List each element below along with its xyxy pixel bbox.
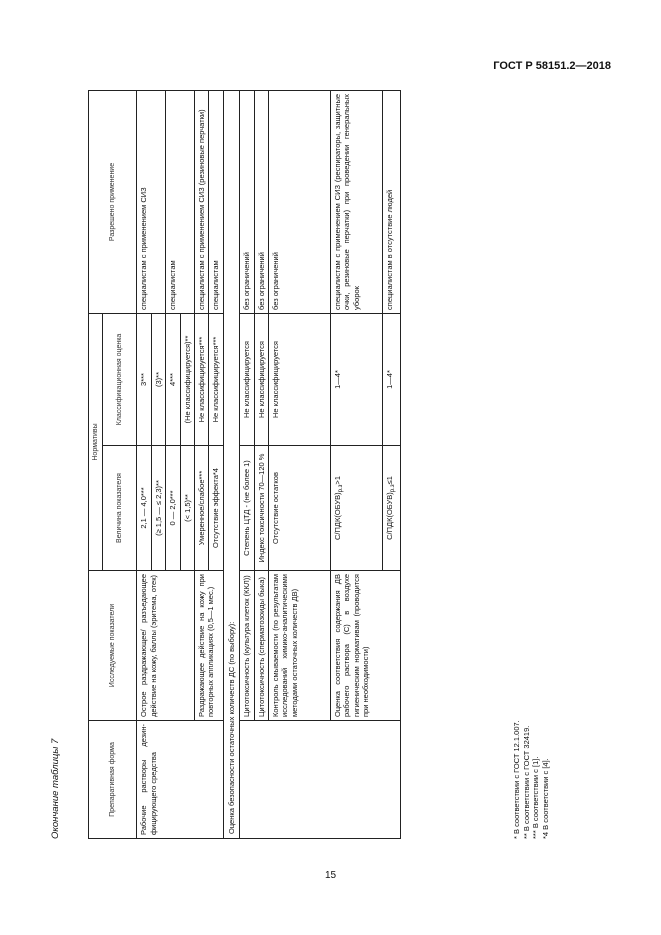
col-header-form: Препаративная форма (89, 721, 137, 839)
value-text: >1 (333, 476, 343, 485)
value-text: С/ПДК(ОБУВ) (385, 492, 395, 540)
permitted-cell: без ограничений (240, 90, 254, 313)
col-header-indicators: Исследуемые показатели (89, 571, 137, 721)
permitted-cell: специалистам с применением СИЗ (респираторы, защитные очки, резиновые перчатки) при проведении генеральных уборок (331, 90, 383, 313)
footnote: *** В соответствии с [1]. (531, 756, 540, 839)
footnotes (512, 720, 550, 839)
class-cell: 3*** (137, 313, 151, 445)
value-text: С/ПДК(ОБУВ) (333, 492, 343, 541)
value-cell: (< 1,5)** (180, 446, 194, 571)
col-header-class: Классификационная оценка (103, 313, 137, 445)
class-cell: 1—4* (383, 313, 401, 445)
class-cell: 4*** (166, 313, 180, 445)
value-cell: Индекс токсичности 70—120 % (254, 446, 268, 571)
indicator-cell: Раздражающее действие на кожу при повторных аппликациях (0,5—1 мес.) (195, 571, 224, 721)
class-cell: Не классифицируется (269, 313, 331, 445)
norms-table (88, 90, 401, 839)
col-header-value: Величина показателя (103, 446, 137, 571)
permitted-cell: специалистам с применением СИЗ (137, 90, 166, 313)
form-cell-empty (240, 721, 401, 839)
rotated-table-block (51, 91, 589, 839)
document-header: ГОСТ Р 58151.2—2018 (493, 60, 611, 72)
value-cell: Отсутствие эффекта*4 (209, 446, 223, 571)
value-cell (331, 446, 383, 571)
permitted-cell: специалистам (166, 90, 195, 313)
footnote: ** В соответствии с ГОСТ 32419. (521, 725, 531, 839)
class-cell: Не классифицируется*** (209, 313, 223, 445)
col-header-normatives: Нормативы (89, 313, 103, 570)
indicator-cell: Оценка соответствия содержания ДВ рабочего раствора (С) в воздухе гигиеническим нормативам (проводится при необходимости) (331, 571, 401, 721)
permitted-cell: специалистам (209, 90, 223, 313)
table-row (137, 90, 151, 838)
table-caption: Окончание таблицы 7 (50, 738, 61, 839)
value-subscript: р.з (338, 484, 345, 493)
table-row (223, 90, 239, 838)
class-cell: 1—4* (331, 313, 383, 445)
permitted-cell: без ограничений (269, 90, 331, 313)
page-number: 15 (324, 870, 337, 881)
value-cell: 2,1 — 4,0*** (137, 446, 151, 571)
value-cell (383, 446, 401, 571)
form-cell: Рабочие растворы дезинфицирующего средства (137, 721, 223, 839)
footnote: *4 В соответствии с [4]. (540, 758, 550, 839)
indicator-cell: Острое раздражающее/ разъедающее действие на кожу, баллы (эритема, отек) (137, 571, 195, 721)
col-header-permitted: Разрешено применение (89, 90, 137, 313)
value-cell: Умеренное/слабое*** (195, 446, 209, 571)
value-cell: 0 — 2,0*** (166, 446, 180, 571)
safety-span-row: Оценка безопасности остаточных количеств ДС (по выбору): (223, 90, 239, 838)
footnote: * В соответствии с ГОСТ 12.1.007. (512, 720, 521, 839)
class-cell: Не классифицируется (240, 313, 254, 445)
table-header-row (89, 90, 103, 838)
value-subscript: р.з (390, 484, 397, 493)
class-cell: Не классифицируется*** (195, 313, 209, 445)
table-row (240, 90, 254, 838)
value-text: ≤1 (385, 476, 395, 485)
class-cell: Не классифицируется (254, 313, 268, 445)
value-cell: Отсутствие остатков (269, 446, 331, 571)
indicator-cell: Цитотоксичность (сперматозоиды быка) (254, 571, 268, 721)
permitted-cell: специалистам с применением СИЗ (резиновые перчатки) (195, 90, 209, 313)
indicator-cell: Контроль смываемости (по результатам исследований химико-аналитическими методами остаточных количеств ДВ) (269, 571, 331, 721)
indicator-cell: Цитотоксичность (культура клеток (ККЛ)) (240, 571, 254, 721)
permitted-cell: специалистам в отсутствие людей (383, 90, 401, 313)
value-cell: Степень ЦТД - (не более 1) (240, 446, 254, 571)
class-cell: (3)** (151, 313, 165, 445)
class-cell: (Не классифицируется)** (180, 313, 194, 445)
permitted-cell: без ограничений (254, 90, 268, 313)
value-cell: (≥ 1,5 — ≤ 2,3)** (151, 446, 165, 571)
